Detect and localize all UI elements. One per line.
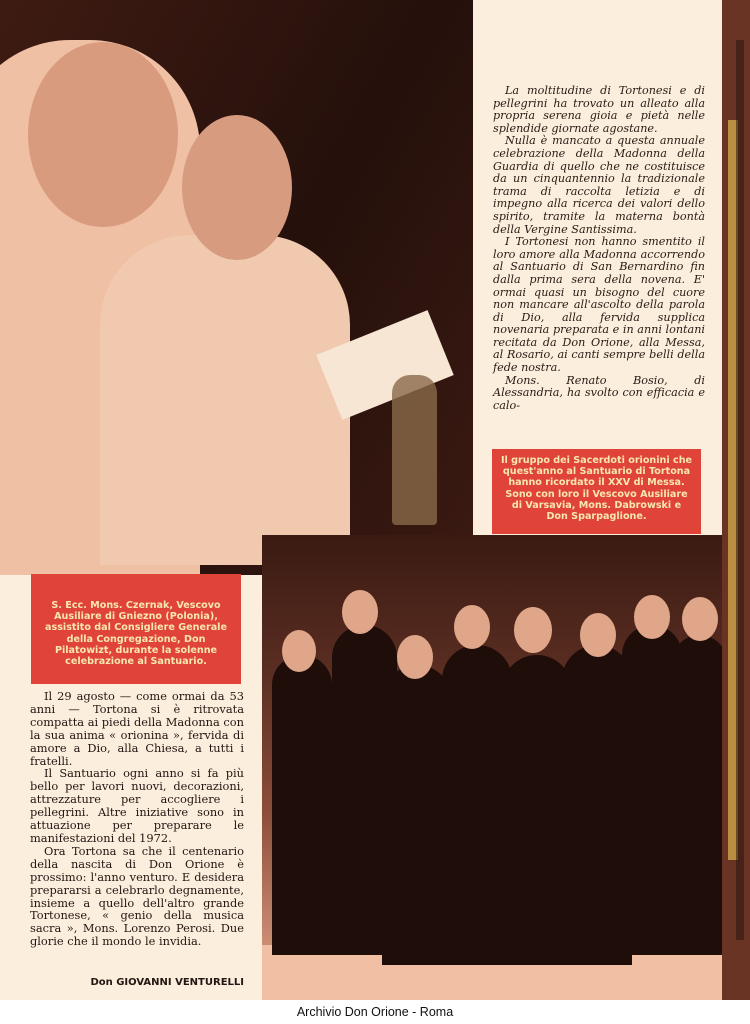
article-text-left	[30, 690, 244, 948]
paragraph: Mons. Renato Bosio, di Alessandria, ha svolto con efficacia e calo-	[493, 373, 705, 412]
priest-figure	[100, 235, 350, 565]
caption-group-photo: Il gruppo dei Sacerdoti orionini che quest'anno al Santuario di Tortona hanno ricordato il XXV di Messa. Sono con loro il Vescovo Ausiliare di Varsavia, Mons. Dabrowski e Don Sparpaglione.	[492, 449, 701, 534]
priest-head	[182, 115, 292, 260]
author-signature: Don GIOVANNI VENTURELLI	[90, 977, 244, 988]
photo-bishops-at-altar	[0, 0, 473, 575]
chalice	[392, 375, 437, 525]
paragraph: Il Santuario ogni anno si fa più bello per lavori nuovi, decorazioni, attrezzature per accogliere i pellegrini. Altre iniziative sono in attuazione per preparare le manifestazioni del 1972.	[30, 766, 244, 845]
paragraph: Il 29 agosto — come ormai da 53 anni — Tortona si è ritrovata compatta ai piedi della Madonna con la sua anima « orionina », fervida di amore a Dio, alla Chiesa, a tutti i fratelli.	[30, 689, 244, 768]
paragraph: Nulla è mancato a questa annuale celebrazione della Madonna della Guardia di quello che ne costituisce da un cinquantennio la tradizionale trama di raccolta letizia e di impegno alla ricerca dei valori dello spirito, tramite la materna bontà della Vergine Santissima.	[493, 134, 705, 236]
paragraph: Ora Tortona sa che il centenario della nascita di Don Orione è prossimo: l'anno venturo. E desidera prepararsi a celebrarlo degnamente, insieme a quello dell'altro grande Tortonese, « genio della musica sacra », Mons. Lorenzo Perosi. Due glorie che il mondo le invidia.	[30, 843, 244, 949]
article-text-right	[493, 85, 705, 412]
paragraph: La moltitudine di Tortonesi e di pellegrini ha trovato un alleato alla propria serena gioia e pietà nelle splendide giornate agostane.	[493, 84, 705, 135]
adjacent-page-edge	[722, 0, 750, 1000]
paragraph: I Tortonesi non hanno smentito il loro amore alla Madonna accorrendo al Santuario di San Bernardino fin dalla prima sera della novena. E' ormai quasi un bisogno del cuore non mancare all'ascolto della parola di Dio, alla fervida supplica novenaria preparata e in anni lontani recitata da Don Orione, alla Messa, al Rosario, ai canti sempre belli della fede nostra.	[493, 235, 705, 375]
archive-footer: Archivio Don Orione - Roma	[0, 1000, 750, 1024]
photo-priests-group	[262, 535, 722, 1000]
bishop-head	[28, 42, 178, 227]
caption-bishop-photo: S. Ecc. Mons. Czernak, Vescovo Ausiliare di Gniezno (Polonia), assistito dal Consigliere Generale della Congregazione, Don Pilatowizt, durante la solenne celebrazione al Santuario.	[31, 574, 241, 684]
